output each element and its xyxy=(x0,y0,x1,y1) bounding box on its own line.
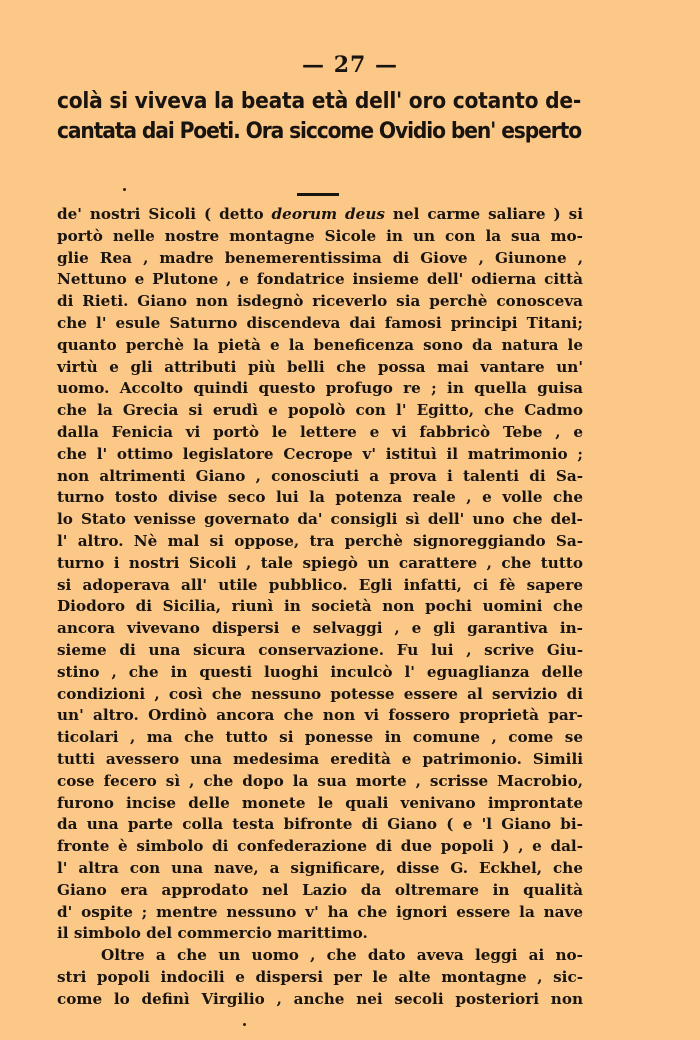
text-line: tutti avessero una medesima eredità e patrimonio. Simili xyxy=(57,749,583,768)
text-line: quanto perchè la pietà e la beneficenza sono da natura le xyxy=(57,335,583,354)
text-line: cantata dai Poeti. Ora siccome Ovidio ben' esperto xyxy=(57,118,581,144)
previous-page-continuation xyxy=(57,86,581,146)
ink-speck xyxy=(243,1023,246,1026)
text-line: Giano era approdato nel Lazio da oltremare in qualità xyxy=(57,880,583,899)
text-line: furono incise delle monete le quali venivano improntate xyxy=(57,793,583,812)
text-line: turno tosto divise seco lui la potenza reale , e volle che xyxy=(57,488,583,507)
text-line: ticolari , ma che tutto si ponesse in comune , come se xyxy=(57,728,583,747)
text-line: sieme di una sicura conservazione. Fu lui , scrive Giu- xyxy=(57,640,583,659)
text-line: fronte è simbolo di confederazione di due popoli ) , e dal- xyxy=(57,837,583,856)
text-line: come lo definì Virgilio , anche nei secoli posteriori non xyxy=(57,989,583,1008)
text-line: si adoperava all' utile pubblico. Egli infatti, ci fè sapere xyxy=(57,575,583,594)
section-divider xyxy=(297,193,339,196)
text-line: condizioni , così che nessuno potesse essere al servizio di xyxy=(57,684,583,703)
text-line: colà si viveva la beata età dell' oro cotanto de- xyxy=(57,88,581,114)
text-line: ancora vivevano dispersi e selvaggi , e gli garantiva in- xyxy=(57,619,583,638)
text-line: stri popoli indocili e dispersi per le alte montagne , sic- xyxy=(57,967,583,986)
body-text xyxy=(57,204,583,1010)
text-line: che l' ottimo legislatore Cecrope v' istituì il matrimonio ; xyxy=(57,444,583,463)
text-line: il simbolo del commercio marittimo. xyxy=(57,924,368,943)
text-line: l' altra con una nave, a significare, disse G. Eckhel, che xyxy=(57,858,583,877)
text-line: un' altro. Ordinò ancora che non vi fossero proprietà par- xyxy=(57,706,583,725)
text-line: de' nostri Sicoli ( detto deorum deus nel carme saliare ) si xyxy=(57,205,583,223)
text-line: virtù e gli attributi più belli che possa mai vantare un' xyxy=(57,357,583,376)
text-line: che la Grecia si erudì e popolò con l' Egitto, che Cadmo xyxy=(57,401,583,420)
text-line: di Rieti. Giano non isdegnò riceverlo sia perchè conosceva xyxy=(57,292,583,311)
text-line: Oltre a che un uomo , che dato aveva leggi ai no- xyxy=(101,946,583,965)
ink-speck xyxy=(123,188,126,191)
page-number: — 27 — xyxy=(302,52,398,78)
text-line: stino , che in questi luoghi inculcò l' eguaglianza delle xyxy=(57,662,583,681)
text-line: non altrimenti Giano , conosciuti a prova i talenti di Sa- xyxy=(57,466,583,485)
text-line: dalla Fenicia vi portò le lettere e vi fabbricò Tebe , e xyxy=(57,422,583,441)
text-line: cose fecero sì , che dopo la sua morte , scrisse Macrobio, xyxy=(57,771,583,790)
text-line: Nettuno e Plutone , e fondatrice insieme dell' odierna città xyxy=(57,270,583,289)
text-line: l' altro. Nè mal si oppose, tra perchè signoreggiando Sa- xyxy=(57,531,583,550)
text-line: lo Stato venisse governato da' consigli sì dell' uno che del- xyxy=(57,510,583,529)
text-line: portò nelle nostre montagne Sicole in un con la sua mo- xyxy=(57,226,583,245)
text-line: che l' esule Saturno discendeva dai famosi principi Titani; xyxy=(57,313,583,332)
text-line: d' ospite ; mentre nessuno v' ha che ignori essere la nave xyxy=(57,902,583,921)
text-line: da una parte colla testa bifronte di Giano ( e 'l Giano bi- xyxy=(57,815,583,834)
latin-phrase: deorum deus xyxy=(271,205,385,223)
text-line: glie Rea , madre benemerentissima di Giove , Giunone , xyxy=(57,248,583,267)
text-line: turno i nostri Sicoli , tale spiegò un carattere , che tutto xyxy=(57,553,583,572)
text-line: uomo. Accolto quindi questo profugo re ; in quella guisa xyxy=(57,379,583,398)
text-line: Diodoro di Sicilia, riunì in società non pochi uomini che xyxy=(57,597,583,616)
